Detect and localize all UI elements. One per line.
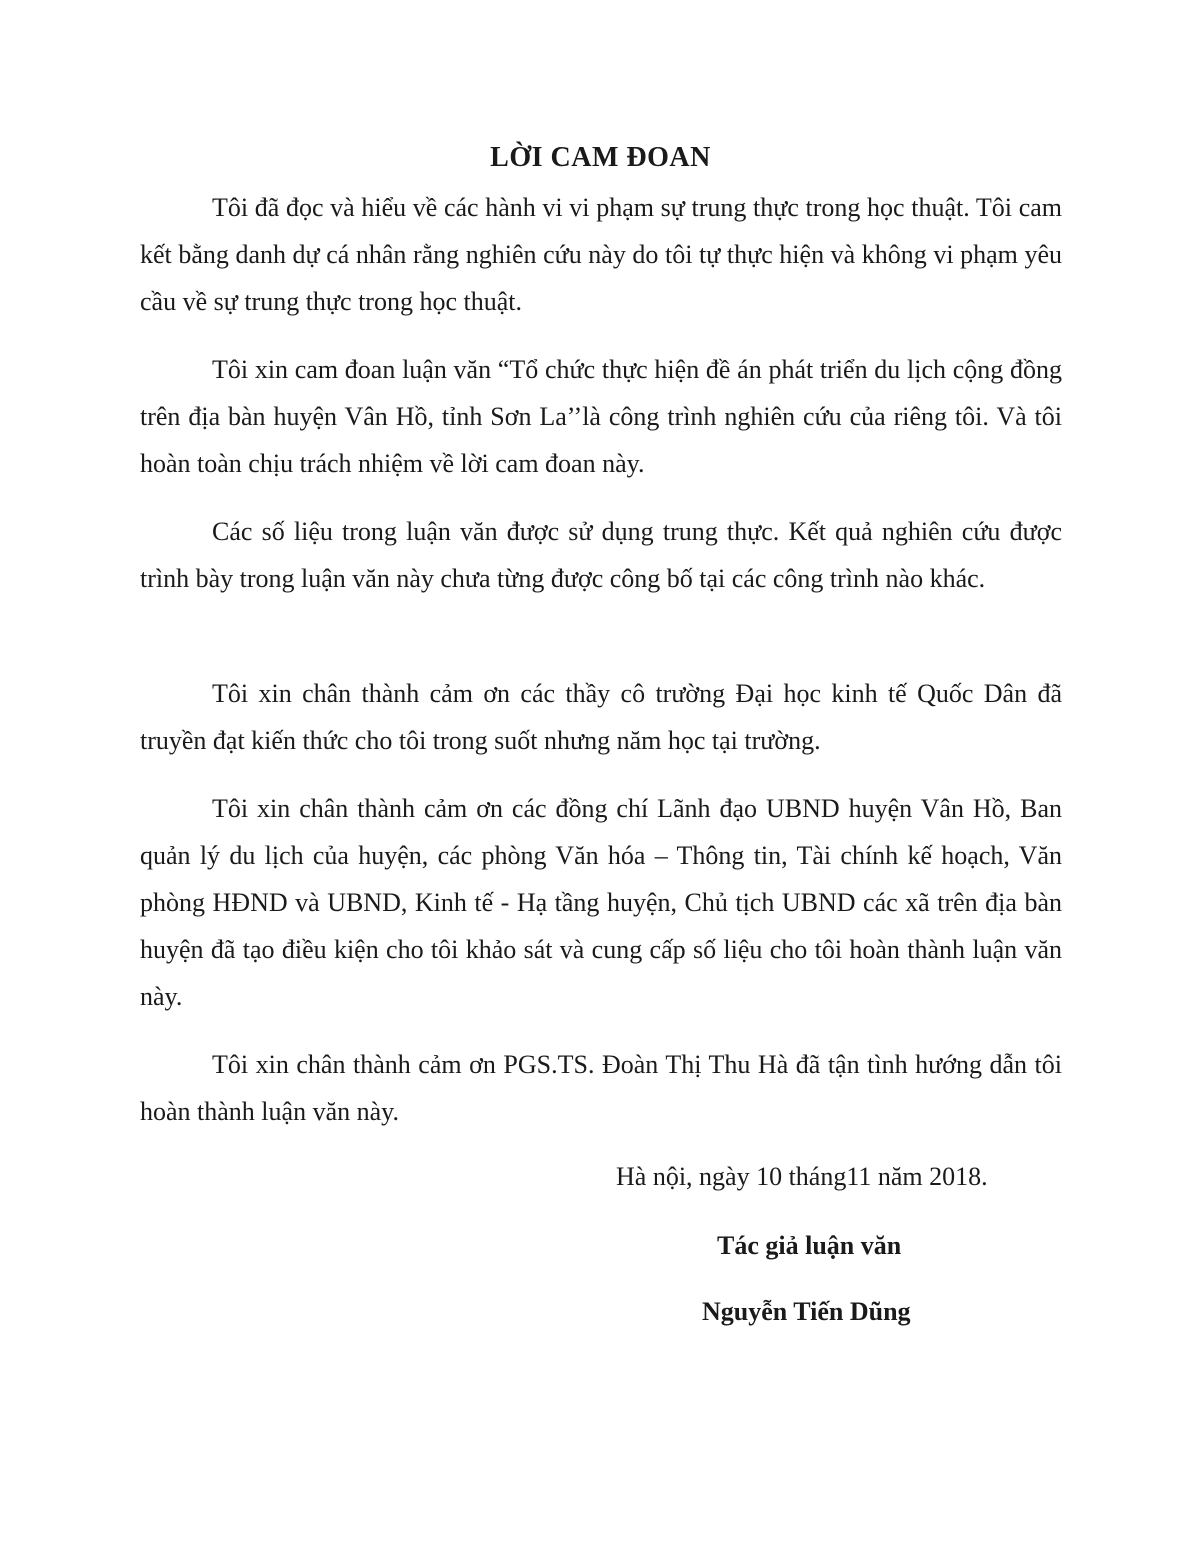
paragraph-integrity: Tôi đã đọc và hiểu về các hành vi vi phạm sự trung thực trong học thuật. Tôi cam kết bằng danh dự cá nhân rằng nghiên cứu này do tôi tự thực hiện và không vi phạm yêu cầu về sự trung thực trong học thuật. — [140, 193, 1062, 316]
date-line: Hà nội, ngày 10 tháng11 năm 2018. — [616, 1162, 988, 1191]
paragraph-declaration: Tôi xin cam đoan luận văn “Tổ chức thực hiện đề án phát triển du lịch cộng đồng trên địa bàn huyện Vân Hồ, tỉnh Sơn La’’là công trình nghiên cứu của riêng tôi. Và tôi hoàn toàn chịu trách nhiệm về lời cam đoan này. — [140, 355, 1062, 478]
signature-name: Nguyễn Tiến Dũng — [702, 1297, 911, 1326]
paragraph-thanks-officials: Tôi xin chân thành cảm ơn các đồng chí Lãnh đạo UBND huyện Vân Hồ, Ban quản lý du lịch của huyện, các phòng Văn hóa – Thông tin, Tài chính kế hoạch, Văn phòng HĐND và UBND, Kinh tế - Hạ tầng huyện, Chủ tịch UBND các xã trên địa bàn huyện đã tạo điều kiện cho tôi khảo sát và cung cấp số liệu cho tôi hoàn thành luận văn này. — [140, 794, 1062, 1011]
paragraph-data-honesty: Các số liệu trong luận văn được sử dụng trung thực. Kết quả nghiên cứu được trình bày trong luận văn này chưa từng được công bố tại các công trình nào khác. — [140, 517, 1062, 593]
signature-role: Tác giả luận văn — [717, 1231, 902, 1260]
page-title: LỜI CAM ĐOAN — [490, 142, 711, 173]
paragraph-thanks-teachers: Tôi xin chân thành cảm ơn các thầy cô trường Đại học kinh tế Quốc Dân đã truyền đạt kiến thức cho tôi trong suốt nhưng năm học tại trường. — [140, 679, 1062, 755]
paragraph-thanks-advisor: Tôi xin chân thành cảm ơn PGS.TS. Đoàn Thị Thu Hà đã tận tình hướng dẫn tôi hoàn thành luận văn này. — [140, 1050, 1062, 1126]
